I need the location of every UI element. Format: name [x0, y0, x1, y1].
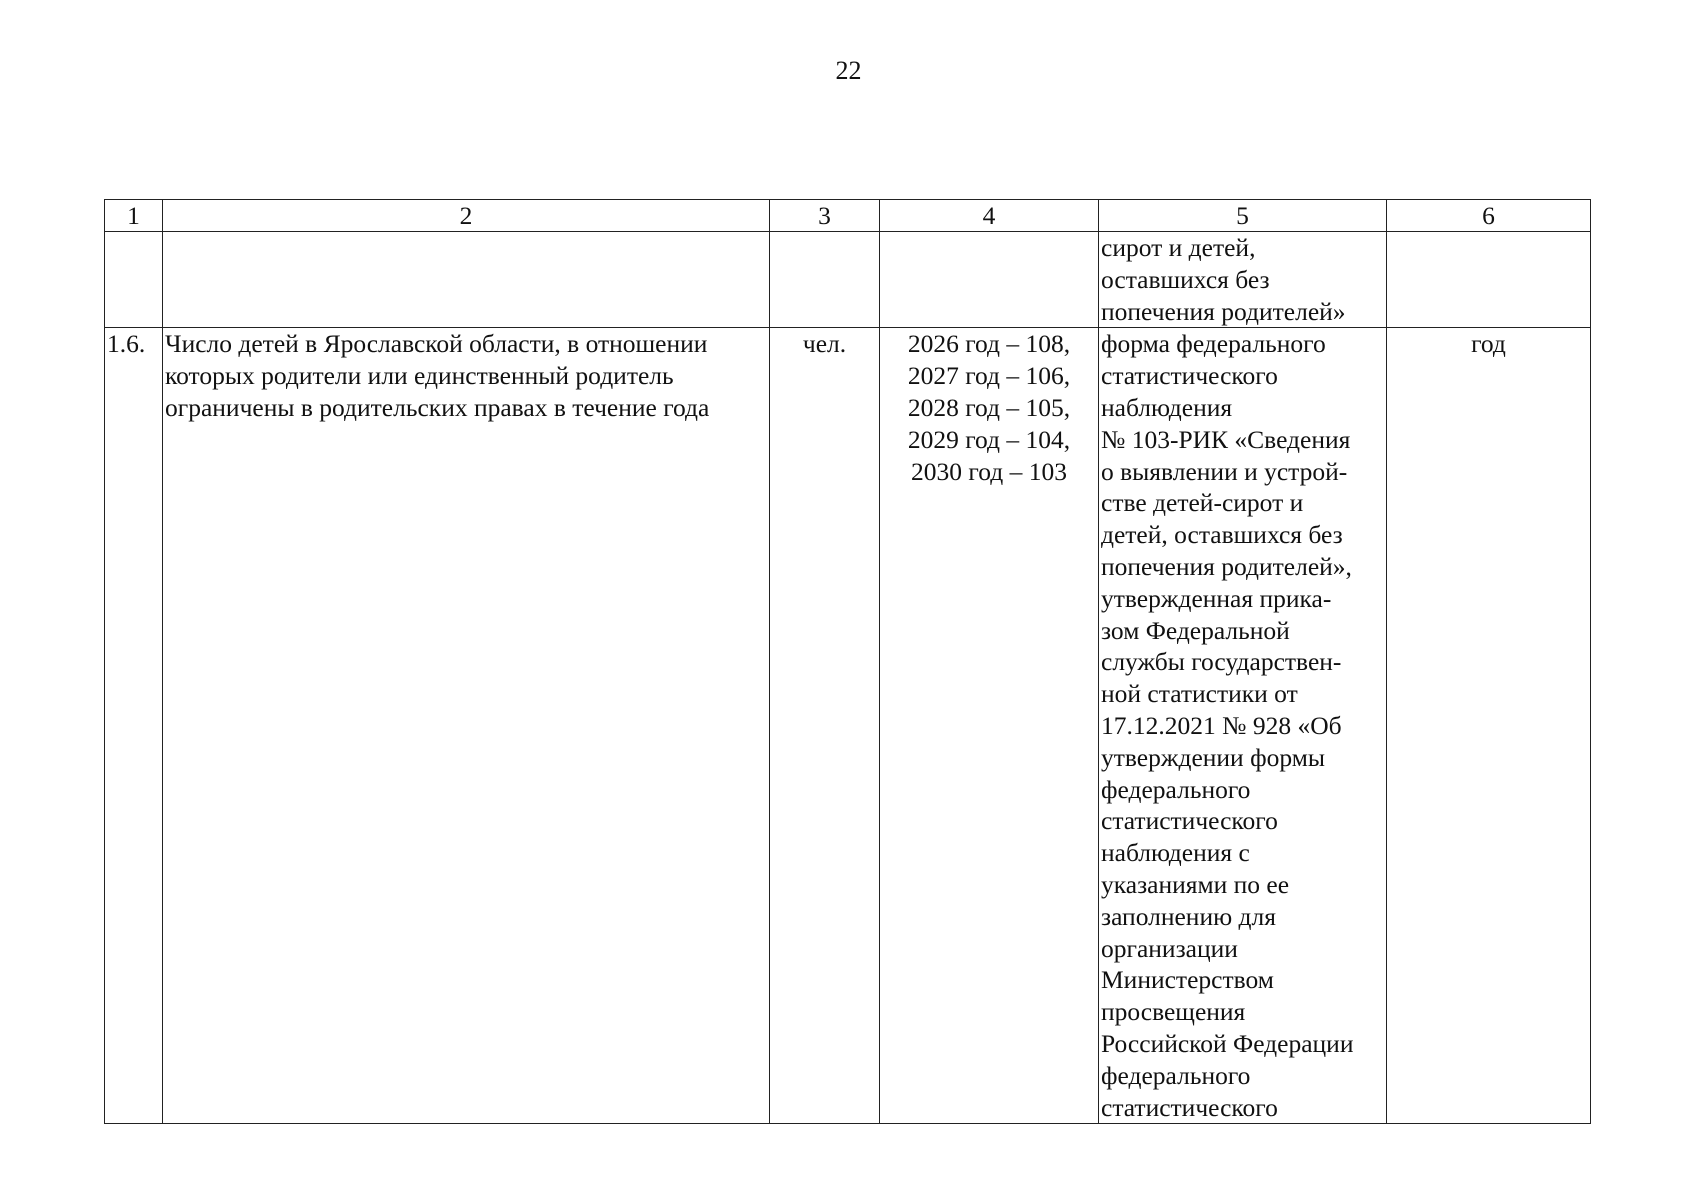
cell-periodicity: год — [1387, 328, 1591, 1124]
header-cell-1: 1 — [105, 200, 163, 232]
table-row-continued — [105, 232, 1591, 328]
table-header-row — [105, 200, 1591, 232]
cell-periodicity — [1387, 232, 1591, 328]
header-cell-6: 6 — [1387, 200, 1591, 232]
cell-source: сирот и детей, оставшихся без попечения родителей» — [1099, 232, 1387, 328]
cell-source: форма федерального статистического наблюдения № 103-РИК «Сведения о выявлении и устрой- стве детей-сирот и детей, оставшихся без попечения родителей», утвержденная прика- зом Федеральной службы государствен- ной статистики от 17.12.2021 № 928 «Об утверждении формы федерального статистического наблюдения с указаниями по ее заполнению для организации Министерством просвещения Российской Федерации федерального статистического — [1099, 328, 1387, 1124]
cell-number — [105, 232, 163, 328]
header-cell-3: 3 — [770, 200, 880, 232]
indicators-table — [104, 199, 1591, 1124]
cell-unit: чел. — [770, 328, 880, 1124]
header-cell-4: 4 — [880, 200, 1099, 232]
cell-indicator — [163, 232, 770, 328]
page-number: 22 — [835, 56, 862, 85]
header-cell-5: 5 — [1099, 200, 1387, 232]
cell-targets — [880, 232, 1099, 328]
cell-targets: 2026 год – 108, 2027 год – 106, 2028 год – 105, 2029 год – 104, 2030 год – 103 — [880, 328, 1099, 1124]
table-row-1-6 — [105, 328, 1591, 1124]
cell-unit — [770, 232, 880, 328]
header-cell-2: 2 — [163, 200, 770, 232]
cell-number: 1.6. — [105, 328, 163, 1124]
cell-indicator: Число детей в Ярославской области, в отношении которых родители или единственный родитель ограничены в родительских правах в течение года — [163, 328, 770, 1124]
